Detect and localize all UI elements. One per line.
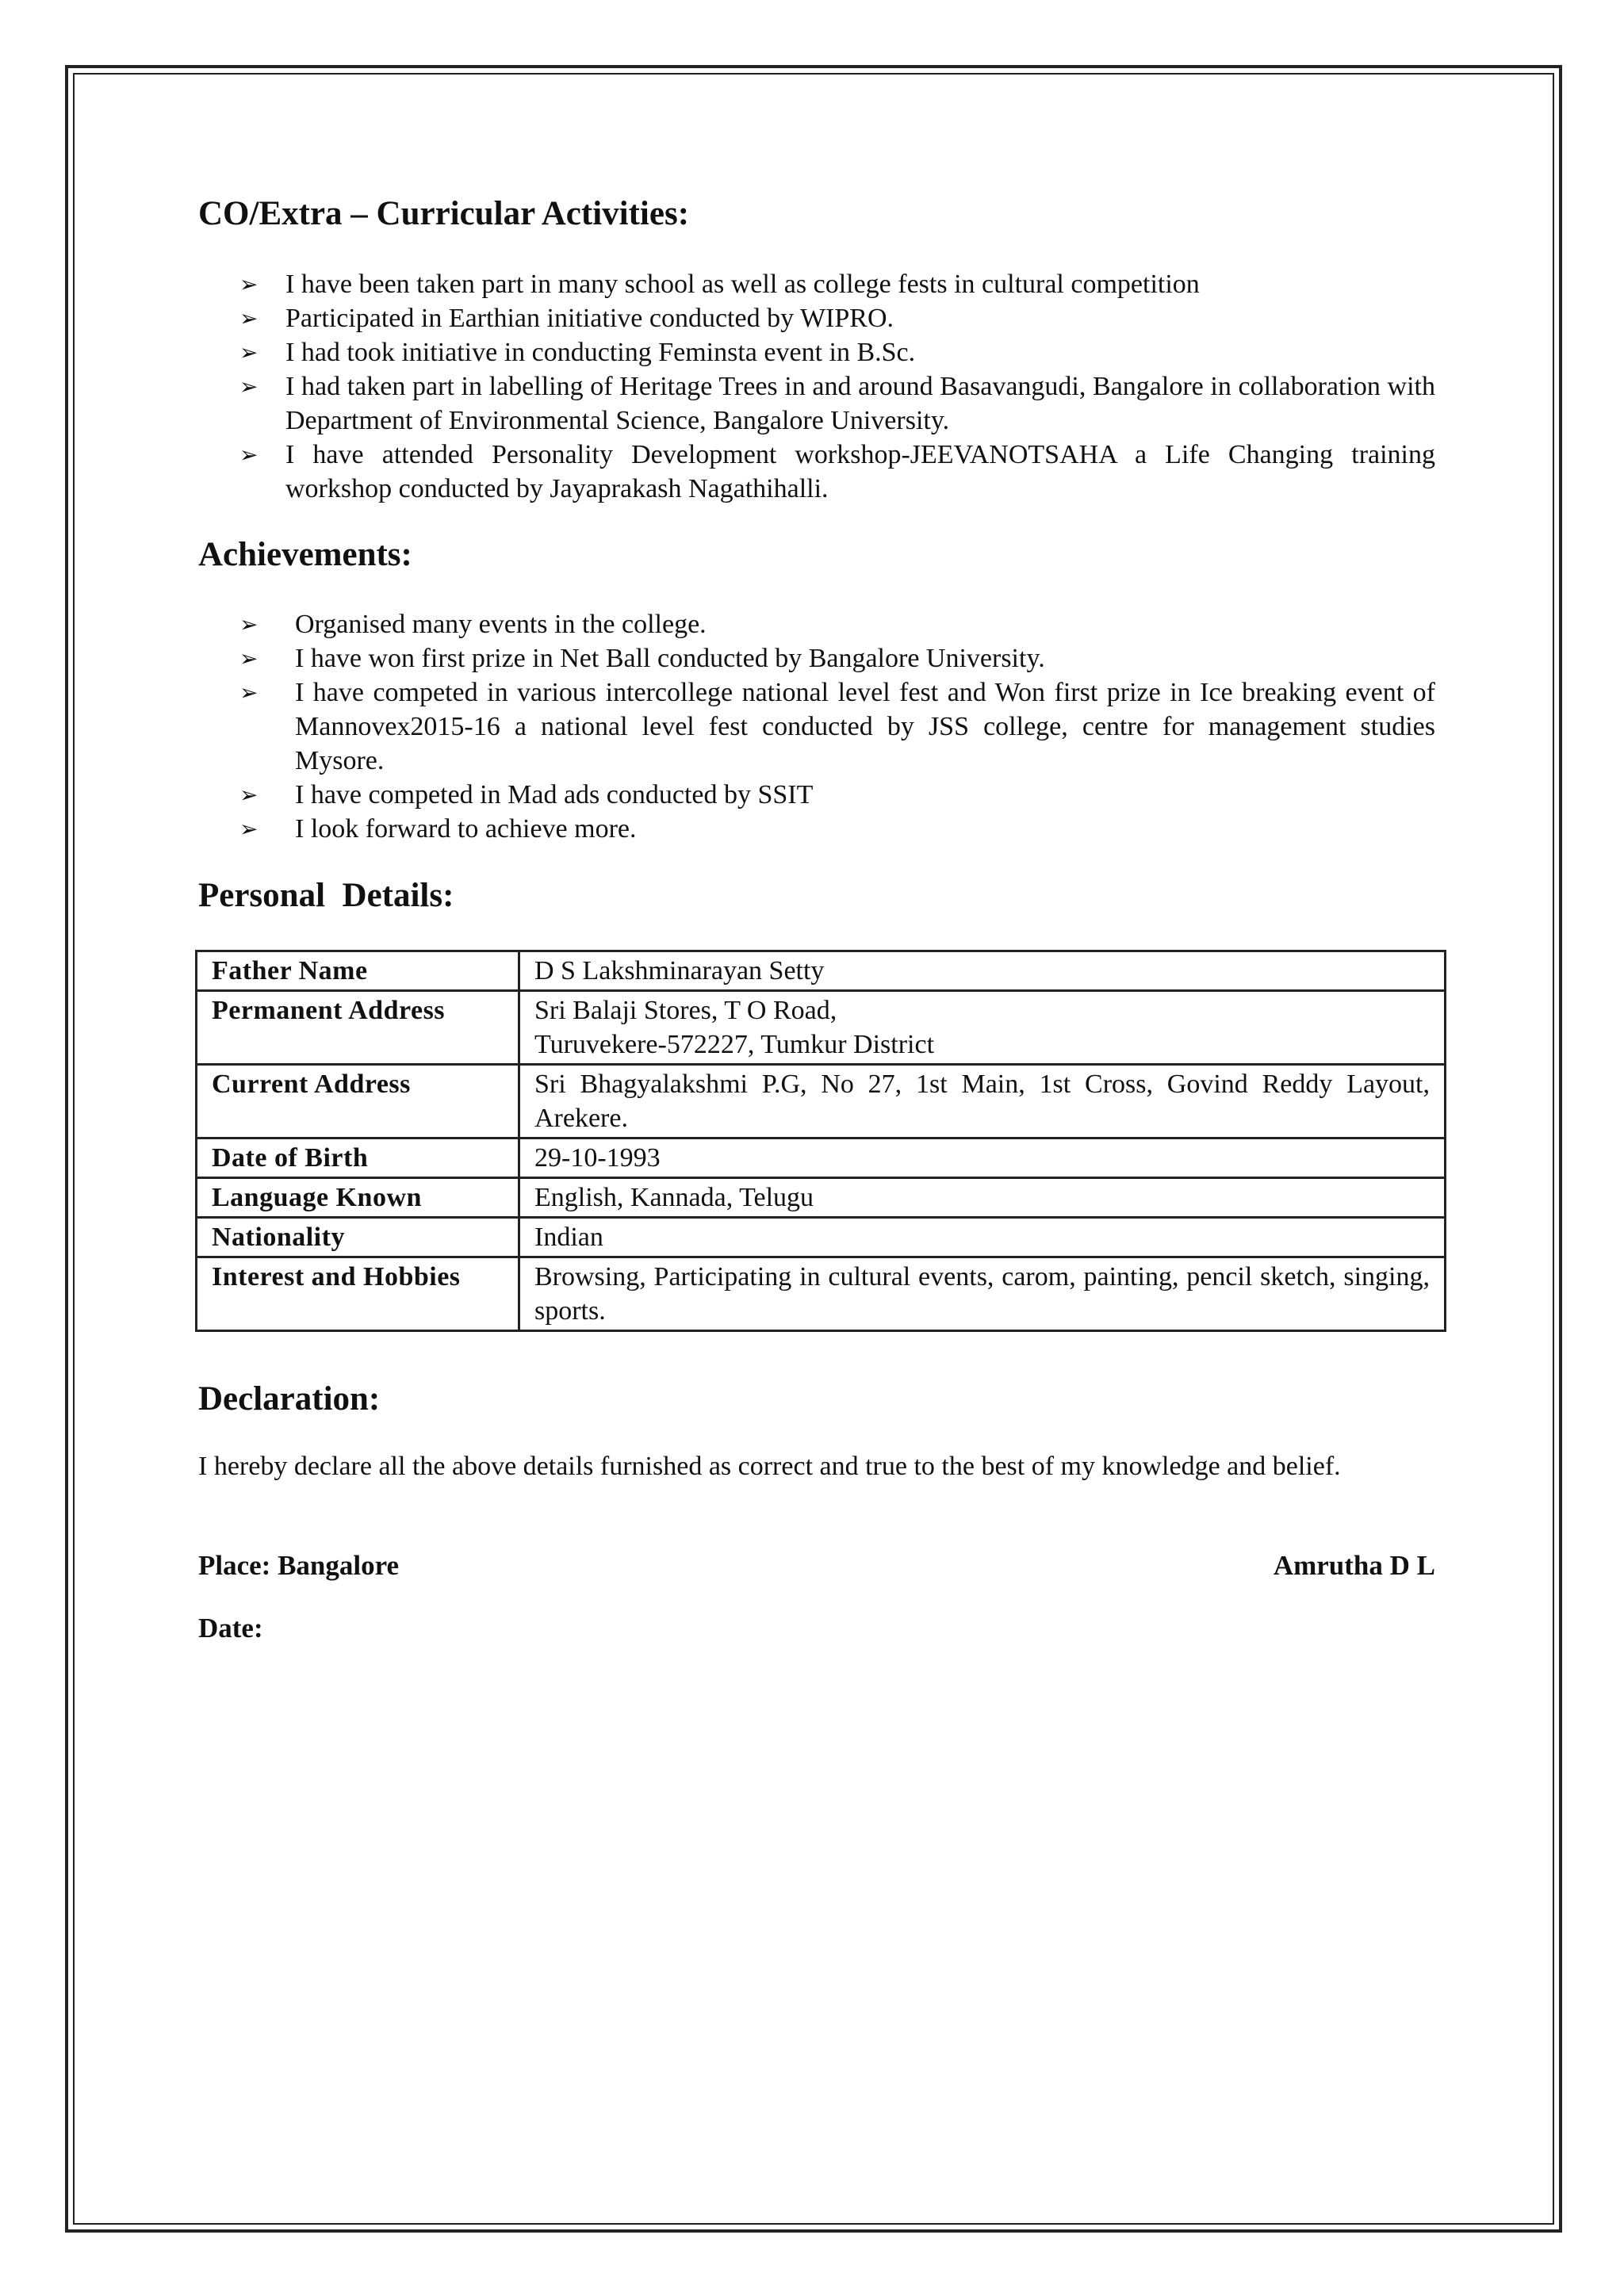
table-row bbox=[197, 1178, 1446, 1218]
table-row bbox=[197, 1257, 1446, 1331]
row-value: Indian bbox=[519, 1218, 1446, 1257]
arrow-bullet-icon: ➢ bbox=[239, 816, 259, 842]
list-item: ➢ Organised many events in the college. bbox=[198, 607, 1435, 641]
list-item: ➢ I look forward to achieve more. bbox=[198, 812, 1435, 846]
achievements-heading: Achievements: bbox=[198, 536, 412, 573]
arrow-bullet-icon: ➢ bbox=[239, 442, 259, 468]
date-label: Date: bbox=[198, 1613, 263, 1644]
row-value: English, Kannada, Telugu bbox=[519, 1178, 1446, 1218]
row-label: Permanent Address bbox=[197, 991, 519, 1065]
arrow-bullet-icon: ➢ bbox=[239, 373, 259, 400]
row-value: Browsing, Participating in cultural events, carom, painting, pencil sketch, singing, sports. bbox=[519, 1257, 1446, 1331]
activities-heading: CO/Extra – Curricular Activities: bbox=[198, 195, 690, 232]
arrow-bullet-icon: ➢ bbox=[239, 611, 259, 637]
personal-details-table bbox=[195, 950, 1446, 1332]
row-value: D S Lakshminarayan Setty bbox=[519, 951, 1446, 991]
arrow-bullet-icon: ➢ bbox=[239, 645, 259, 672]
table-row bbox=[197, 1218, 1446, 1257]
row-label: Father Name bbox=[197, 951, 519, 991]
list-item: ➢ I have attended Personality Development workshop-JEEVANOTSAHA a Life Changing training workshop conducted by Jayaprakash Nagathihalli. bbox=[198, 438, 1435, 506]
row-label: Current Address bbox=[197, 1065, 519, 1138]
row-label: Interest and Hobbies bbox=[197, 1257, 519, 1331]
list-item: ➢ I have competed in various intercollege national level fest and Won first prize in Ice breaking event of Mannovex2015-16 a national level fest conducted by JSS college, centre for management studies Mysore. bbox=[198, 675, 1435, 778]
table-row bbox=[197, 951, 1446, 991]
arrow-bullet-icon: ➢ bbox=[239, 339, 259, 365]
list-item: ➢ I have won first prize in Net Ball conducted by Bangalore University. bbox=[198, 641, 1435, 675]
arrow-bullet-icon: ➢ bbox=[239, 271, 259, 297]
row-label: Date of Birth bbox=[197, 1138, 519, 1178]
table-row bbox=[197, 991, 1446, 1065]
arrow-bullet-icon: ➢ bbox=[239, 679, 259, 706]
personal-details-heading: Personal Details: bbox=[198, 877, 454, 914]
row-value: Sri Bhagyalakshmi P.G, No 27, 1st Main, 1st Cross, Govind Reddy Layout, Arekere. bbox=[519, 1065, 1446, 1138]
row-label: Nationality bbox=[197, 1218, 519, 1257]
signatory-name: Amrutha D L bbox=[1273, 1550, 1435, 1581]
row-value: 29-10-1993 bbox=[519, 1138, 1446, 1178]
list-item: ➢ Participated in Earthian initiative conducted by WIPRO. bbox=[198, 301, 1435, 335]
achievements-list bbox=[198, 607, 1435, 846]
activities-list bbox=[198, 267, 1435, 506]
arrow-bullet-icon: ➢ bbox=[239, 305, 259, 331]
declaration-text: I hereby declare all the above details furnished as correct and true to the best of my knowledge and belief. bbox=[198, 1452, 1341, 1481]
table-row bbox=[197, 1138, 1446, 1178]
row-value: Sri Balaji Stores, T O Road, Turuvekere-572227, Tumkur District bbox=[519, 991, 1446, 1065]
list-item: ➢ I have been taken part in many school as well as college fests in cultural competition bbox=[198, 267, 1435, 301]
list-item: ➢ I have competed in Mad ads conducted by SSIT bbox=[198, 778, 1435, 812]
signature-row bbox=[198, 1550, 1435, 1582]
table-row bbox=[197, 1065, 1446, 1138]
row-label: Language Known bbox=[197, 1178, 519, 1218]
arrow-bullet-icon: ➢ bbox=[239, 782, 259, 808]
list-item: ➢ I had took initiative in conducting Feminsta event in B.Sc. bbox=[198, 335, 1435, 369]
place-label: Place: Bangalore bbox=[198, 1550, 400, 1581]
declaration-heading: Declaration: bbox=[198, 1380, 381, 1418]
list-item: ➢ I had taken part in labelling of Heritage Trees in and around Basavangudi, Bangalore in collaboration with Department of Environmental Science, Bangalore University. bbox=[198, 369, 1435, 438]
